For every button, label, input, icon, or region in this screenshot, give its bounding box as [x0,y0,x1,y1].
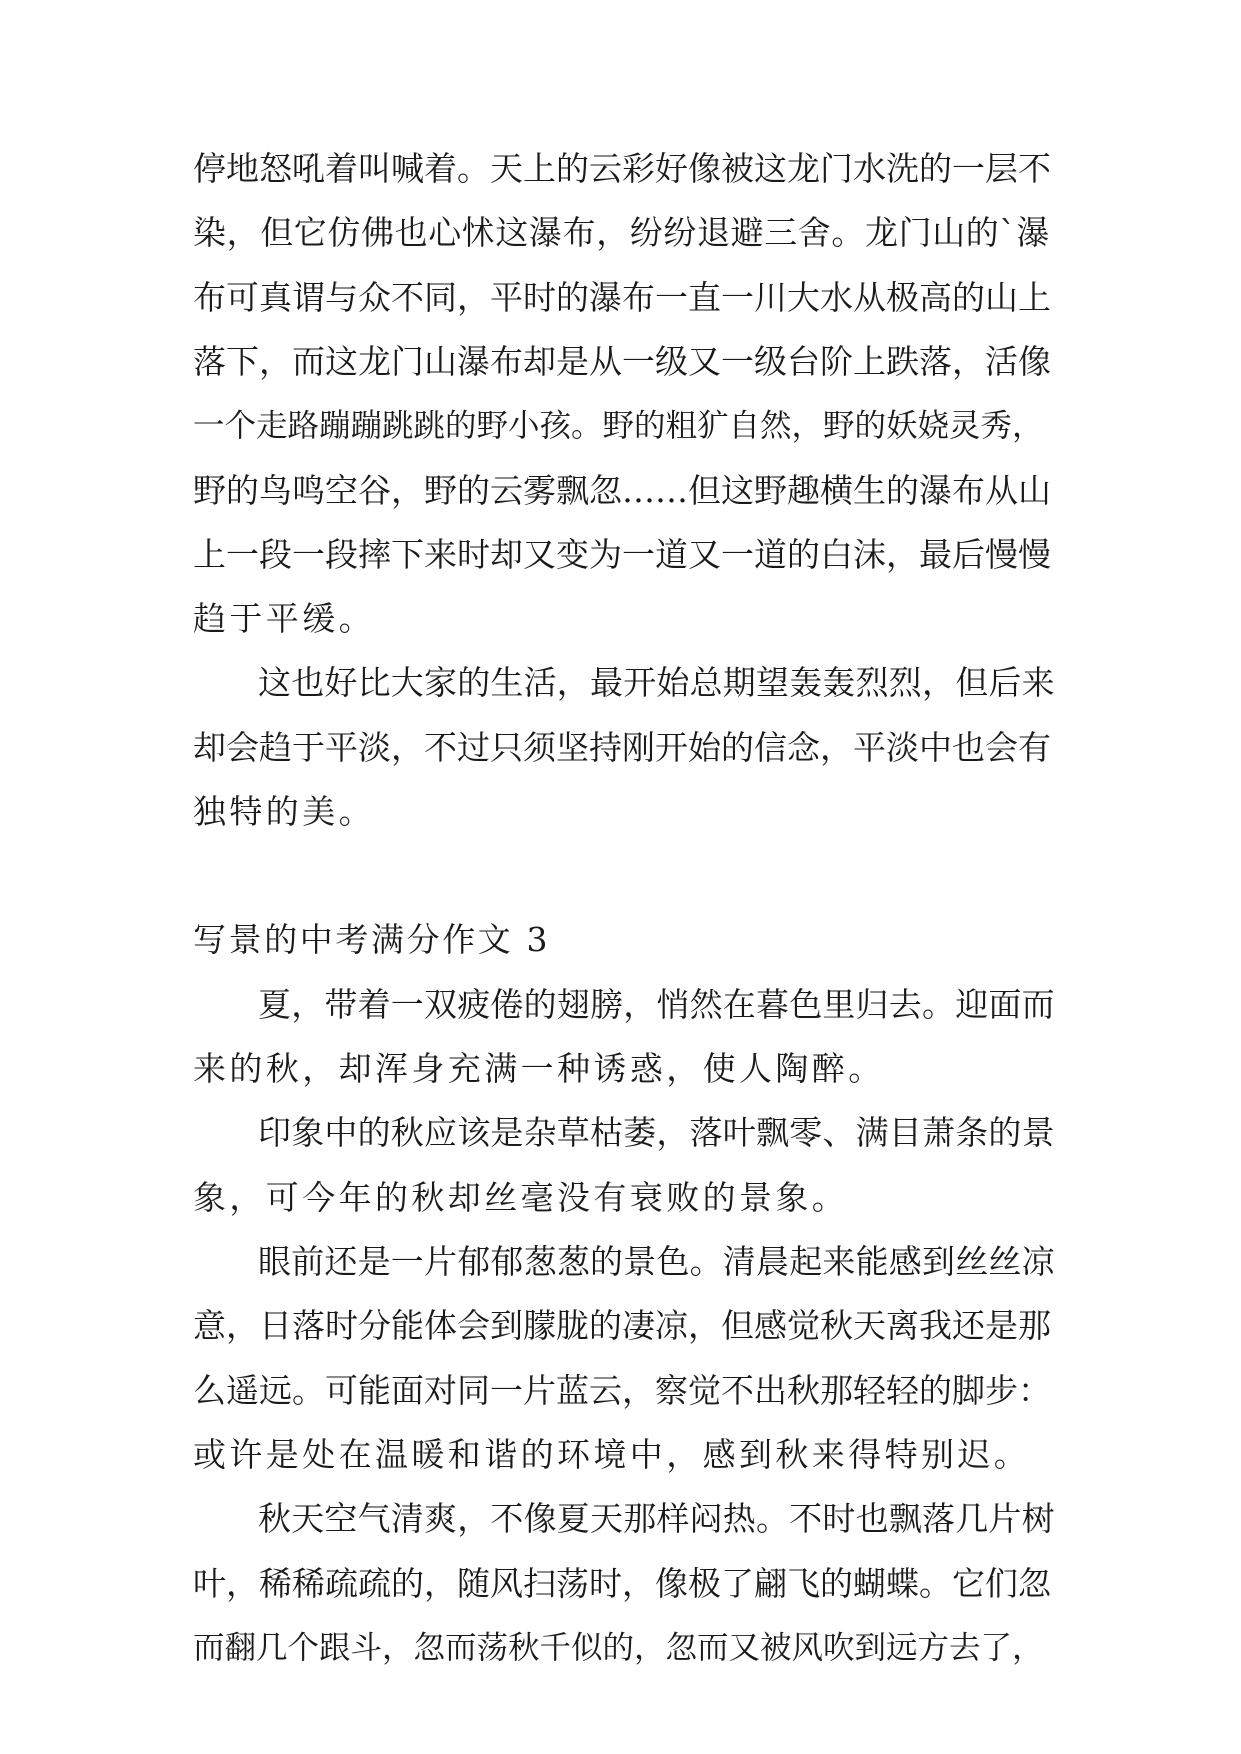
paragraph-first-line: 这也好比大家的生活，最开始总期望轰轰烈烈，但后来 [258,663,1055,702]
text-line: 来的秋，却浑身充满一种诱惑，使人陶醉。 [193,1049,885,1088]
text-line: 布可真谓与众不同，平时的瀑布一直一川大水从极高的山上 [193,278,1051,317]
paragraph-first-line: 秋天空气清爽，不像夏天那样闷热。不时也飘落几片树 [258,1499,1055,1538]
text-line: 野的鸟鸣空谷，野的云雾飘忽……但这野趣横生的瀑布从山 [193,471,1051,510]
paragraph-first-line: 夏，带着一双疲倦的翅膀，悄然在暮色里归去。迎面而 [258,985,1055,1024]
text-line: 么遥远。可能面对同一片蓝云，察觉不出秋那轻轻的脚步： [193,1371,1051,1410]
section-heading: 写景的中考满分作文 3 [193,920,551,959]
paragraph-first-line: 印象中的秋应该是杂草枯萎，落叶飘零、满目萧条的景 [258,1113,1055,1152]
text-line: 而翻几个跟斗，忽而荡秋千似的，忽而又被风吹到远方去了， [193,1630,1044,1666]
text-line: 独特的美。 [193,792,375,831]
text-line: 象，可今年的秋却丝毫没有衰败的景象。 [193,1178,849,1217]
text-line: 染，但它仿佛也心怵这瀑布，纷纷退避三舍。龙门山的`瀑 [193,213,1051,252]
text-line: 上一段一段摔下来时却又变为一道又一道的白沫，最后慢慢 [193,535,1051,574]
text-line: 趋于平缓。 [193,599,375,638]
text-line: 落下，而这龙门山瀑布却是从一级又一级台阶上跌落，活像 [193,342,1051,381]
text-line: 停地怒吼着叫喊着。天上的云彩好像被这龙门水洗的一层不 [193,149,1051,188]
paragraph-first-line: 眼前还是一片郁郁葱葱的景色。清晨起来能感到丝丝凉 [258,1242,1055,1281]
text-line: 或许是处在温暖和谐的环境中，感到秋来得特别迟。 [193,1435,1031,1474]
text-line: 一个走路蹦蹦跳跳的野小孩。野的粗犷自然，野的妖娆灵秀， [193,408,1044,444]
text-line: 却会趋于平淡，不过只须坚持刚开始的信念，平淡中也会有 [193,728,1051,767]
text-line: 意，日落时分能体会到朦胧的凄凉，但感觉秋天离我还是那 [193,1306,1051,1345]
text-line: 叶，稀稀疏疏的，随风扫荡时，像极了翩飞的蝴蝶。它们忽 [193,1564,1051,1603]
